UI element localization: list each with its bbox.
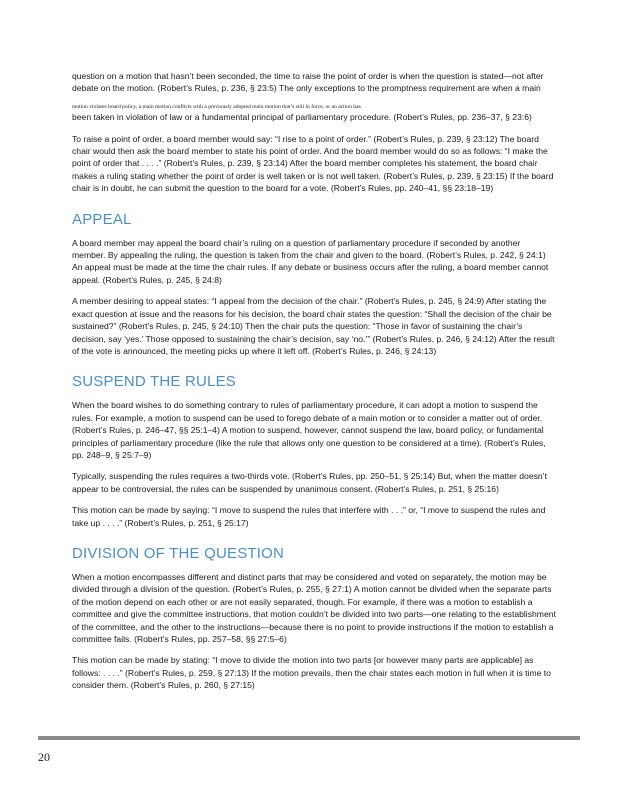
- intro-paragraph-1-end: been taken in violation of law or a fundamental principal of parliamentary procedure. (Robert’s Rules, pp. 236–37, § 23:6): [72, 112, 532, 123]
- intro-paragraph-1-small-insert: motion violates board policy, a main motion conflicts with a previously adopted main motion that’s still in force, or an action has: [72, 103, 361, 110]
- suspend-paragraph-1: When the board wishes to do something contrary to rules of parliamentary procedure, it can adopt a motion to suspend the rules. For example, a motion to suspend can be used to forego debate of a main motion or to consider a matter out of order. (Robert’s Rules, p. 246–47, §§ 25:1–4) A motion to suspend, however, cannot suspend the law, board policy, or fundamental principles of parliamentary procedure (like the rule that allows only one question to be considered at a time). (Robert’s Rules, pp. 248–9, § 25:7–9): [72, 400, 546, 460]
- suspend-heading: SUSPEND THE RULES: [72, 373, 236, 391]
- intro-paragraph-2: To raise a point of order, a board member would say: “I rise to a point of order.” (Robert’s Rules, p. 239, § 23:12) The board chair would then ask the board member to state his point of order. And the board member would do so as follows: “I make the point of order that . . . .” (Robert’s Rules, p. 239, § 23:14) After the board member completes his statement, the board chair makes a ruling stating whether the point of order is well taken or is not well taken. (Robert’s Rules, p. 239, § 23:15) If the board chair is in doubt, he can submit the question to the board for a vote. (Robert’s Rules, pp. 240–41, §§ 23:18–19): [72, 133, 554, 194]
- document-body: [72, 70, 556, 701]
- page-number: 20: [38, 750, 50, 764]
- footer-rule: [38, 736, 580, 740]
- division-paragraph-1: When a motion encompasses different and distinct parts that may be considered and voted on separately, the motion may be divided through a division of the question. (Robert’s Rules, p. 255, § 27:1) A motion cannot be divided when the separate parts of the motion depend on each other or are not easily separated, though. For example, if there was a motion to establish a committee and give the committee instructions, that motion couldn’t be divided into two parts—one relating to the establishment of the committee, and the other to the instructions—because there is no point to provide instructions if the motion to establish a committee fails. (Robert’s Rules, pp. 257–58, §§ 27:5–6): [72, 571, 556, 644]
- suspend-paragraph-2: Typically, suspending the rules requires a two-thirds vote. (Robert’s Rules, pp. 250–51, § 25:14) But, when the matter doesn’t appear to be controversial, the rules can be suspended by unanimous consent. (Robert’s Rules, p. 251, § 25:16): [72, 471, 547, 494]
- division-heading: DIVISION OF THE QUESTION: [72, 544, 285, 562]
- suspend-paragraph-3: This motion can be made by saying: “I move to suspend the rules that interfere with . . .” or, “I move to suspend the rules and take up . . . .” (Robert’s Rules, p. 251, § 25:17): [72, 505, 546, 528]
- appeal-heading: APPEAL: [72, 210, 132, 228]
- intro-paragraph-1: question on a motion that hasn’t been seconded, the time to raise the point of order is when the question is stated—not after debate on the motion. (Robert’s Rules, p. 236, § 23:5) The only exceptions to the promptness requirement are when a main: [72, 71, 544, 94]
- appeal-paragraph-1: A board member may appeal the board chair’s ruling on a question of parliamentary procedure if seconded by another member. By appealing the ruling, the question is taken from the chair and given to the board. (Robert’s Rules, p. 242, § 24:1) An appeal must be made at the time the chair rules. If any debate or business occurs after the ruling, a board member cannot appeal. (Robert’s Rules, p. 245, § 24:8): [72, 237, 549, 285]
- appeal-paragraph-2: A member desiring to appeal states: “I appeal from the decision of the chair.” (Robert’s Rules, p. 245, § 24:9) After stating the exact question at issue and the reasons for his decision, the board chair states the question: “Shall the decision of the chair be sustained?” (Robert’s Rules, p. 245, § 24:10) Then the chair puts the question: “Those in favor of sustaining the chair’s decision, say ‘yes.’ Those opposed to sustaining the chair’s decision, say ‘no.’” (Robert’s Rules, p. 246, § 24:12) After the result of the vote is announced, the meeting picks up where it left off. (Robert’s Rules, p. 246, § 24:13): [72, 296, 555, 356]
- division-paragraph-2: This motion can be made by stating: “I move to divide the motion into two parts [or however many parts are applicable] as follows: . . . .” (Robert’s Rules, p. 259, § 27:13) If the motion prevails, then the chair states each motion in full when it is time to consider them. (Robert’s Rules, p. 260, § 27:15): [72, 655, 551, 691]
